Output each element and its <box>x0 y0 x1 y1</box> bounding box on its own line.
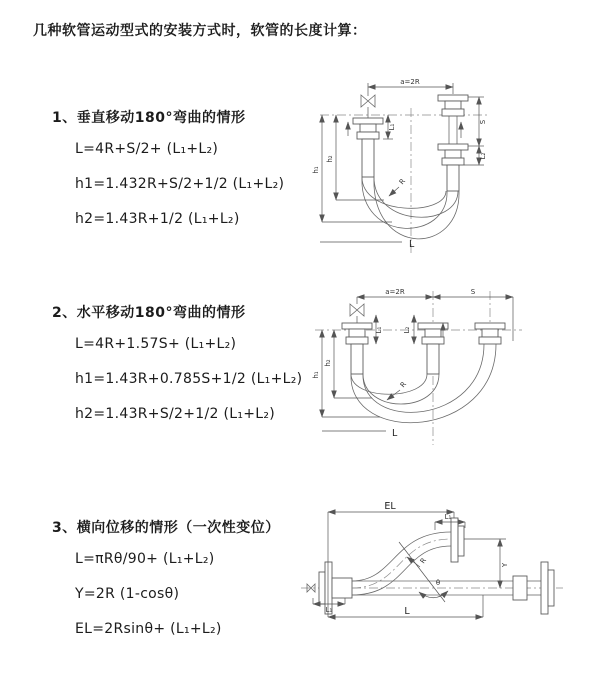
left-fitting-length-dimension <box>383 115 396 139</box>
dim-label-length: L <box>392 428 398 439</box>
dim-label-fitting-left: L₁ <box>375 326 383 334</box>
formula-list <box>75 335 302 440</box>
dim-label-fitting-top: L₁ <box>444 513 452 521</box>
diagram-horizontal-180-bend <box>310 283 600 453</box>
dim-label-fitting-mid: L₂ <box>403 326 411 334</box>
centerlines <box>315 291 522 445</box>
formula-line: L=4R+1.57S+ (L₁+L₂) <box>75 336 237 352</box>
top-width-dimension <box>368 78 453 96</box>
formula-line: EL=2Rsinθ+ (L₁+L₂) <box>75 621 222 637</box>
braided-hose-section <box>362 139 374 177</box>
dim-label-theta: θ <box>435 579 441 587</box>
formula-line: L=4R+S/2+ (L₁+L₂) <box>75 141 219 157</box>
formula-line: h1=1.43R+0.785S+1/2 (L₁+L₂) <box>75 371 303 387</box>
right-hose-fitting <box>475 323 505 344</box>
page-title: 几种软管运动型式的安装方式时，软管的长度计算： <box>33 23 367 39</box>
braided-hose-section <box>447 165 459 191</box>
section-lateral-displacement <box>52 518 280 655</box>
section-horizontal-movement <box>52 303 302 440</box>
valve-icon <box>361 95 375 118</box>
bottom-right-flange-fitting <box>513 562 554 614</box>
formula-line: h1=1.432R+S/2+1/2 (L₁+L₂) <box>75 176 285 192</box>
top-right-flange-fitting <box>451 518 464 562</box>
left-fitting-length-dimension <box>375 315 383 344</box>
left-hose-fitting <box>342 323 372 374</box>
angle-callout <box>399 542 448 602</box>
formula-line: h2=1.43R+S/2+1/2 (L₁+L₂) <box>75 406 276 422</box>
section-heading: 1、垂直移动180°弯曲的情形 <box>52 110 246 126</box>
length-callout <box>322 428 398 439</box>
dim-label-y: Y <box>501 562 509 568</box>
length-callout <box>320 239 415 250</box>
el-dimension <box>325 501 454 617</box>
dim-label-stroke: S <box>470 288 476 296</box>
section-heading: 2、水平移动180°弯曲的情形 <box>52 305 246 321</box>
hose-u-curves <box>351 344 496 423</box>
section-heading: 3、横向位移的情形（一次性变位） <box>52 520 280 536</box>
diagram-2-drawing <box>310 283 600 453</box>
left-hose-fitting <box>348 118 383 177</box>
dim-label-radius: R <box>397 177 408 187</box>
formula-line: Y=2R (1-cosθ) <box>75 586 180 602</box>
right-hose-fitting <box>438 95 468 191</box>
left-flange-fitting <box>319 562 352 614</box>
dim-label-h2: h₂ <box>324 359 332 367</box>
dim-label-h2: h₂ <box>326 155 334 163</box>
middle-hose-fitting <box>418 323 448 374</box>
hose-u-curves <box>362 177 459 239</box>
diagram-vertical-180-bend <box>312 70 597 260</box>
diagram-1-drawing <box>312 70 597 260</box>
height-dimensions <box>312 115 392 222</box>
formula-list <box>75 550 280 655</box>
radius-callout <box>387 380 408 400</box>
radius-callout <box>389 177 407 196</box>
dim-label-h1: h₁ <box>312 371 320 379</box>
dim-label-length: L <box>404 606 410 617</box>
braided-hose-section <box>351 344 363 374</box>
diagram-lateral-displacement <box>295 498 600 648</box>
valve-icon <box>350 304 364 323</box>
dim-label-width: a=2R <box>385 288 405 296</box>
middle-fitting-length-dimension <box>403 315 414 344</box>
dim-label-el: EL <box>384 501 396 512</box>
dim-label-radius: R <box>398 380 409 390</box>
dim-label-width: a=2R <box>400 78 420 86</box>
dim-label-fitting-left: L₁ <box>388 123 396 131</box>
diagram-3-drawing <box>295 498 600 648</box>
braided-hose-section <box>427 344 439 374</box>
section-vertical-movement <box>52 108 284 245</box>
dim-label-fitting-right: L₂ <box>479 152 487 160</box>
dim-label-radius: R <box>418 556 429 566</box>
dim-label-length: L <box>409 239 415 250</box>
dim-label-fitting-left: L₁ <box>325 606 333 614</box>
formula-line: L=πRθ/90+ (L₁+L₂) <box>75 551 215 567</box>
stroke-dimension <box>464 97 487 165</box>
dim-label-h1: h₁ <box>312 166 320 174</box>
dim-label-stroke: S <box>479 119 487 125</box>
formula-line: h2=1.43R+1/2 (L₁+L₂) <box>75 211 240 227</box>
formula-list <box>75 140 284 245</box>
